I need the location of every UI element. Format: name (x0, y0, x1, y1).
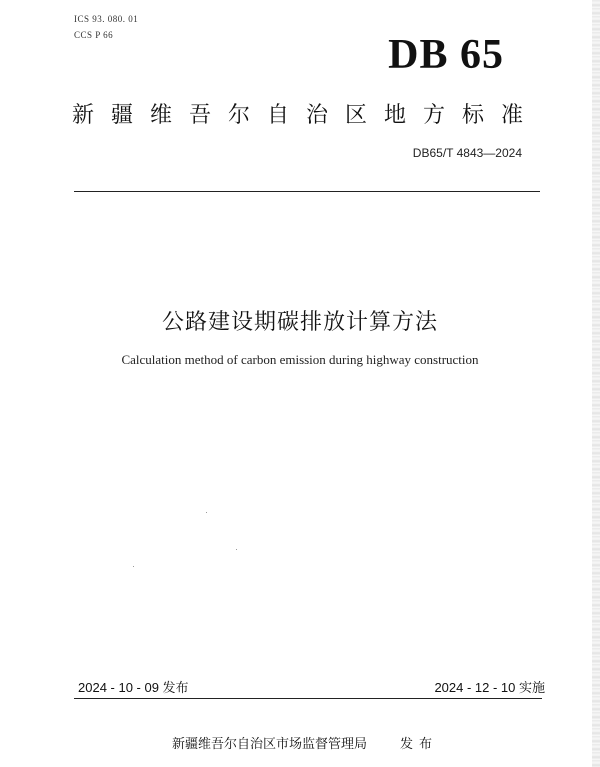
ics-code: ICS 93. 080. 01 (74, 14, 139, 24)
issuer-action-label: 发布 (400, 737, 439, 752)
scan-speck (236, 549, 237, 550)
title-english: Calculation method of carbon emission during highway construction (121, 352, 479, 367)
issuing-authority: 新疆维吾尔自治区市场监督管理局 (172, 737, 368, 752)
footer-divider (74, 698, 542, 699)
implementation-date: 2024 - 12 - 10 实施 (434, 680, 545, 695)
title-chinese: 公路建设期碳排放计算方法 (161, 310, 438, 335)
issue-date: 2024 - 10 - 09 发布 (78, 680, 189, 695)
scan-speck (206, 512, 207, 513)
ccs-code: CCS P 66 (74, 30, 114, 40)
db-standard-mark: DB 65 (388, 32, 504, 78)
scan-edge-artifact (592, 0, 600, 767)
standard-code: DB65/T 4843—2024 (412, 146, 522, 160)
standard-type-heading: 新疆维吾尔自治区地方标准 (72, 103, 541, 128)
scan-speck (133, 566, 134, 567)
header-divider (74, 191, 540, 192)
